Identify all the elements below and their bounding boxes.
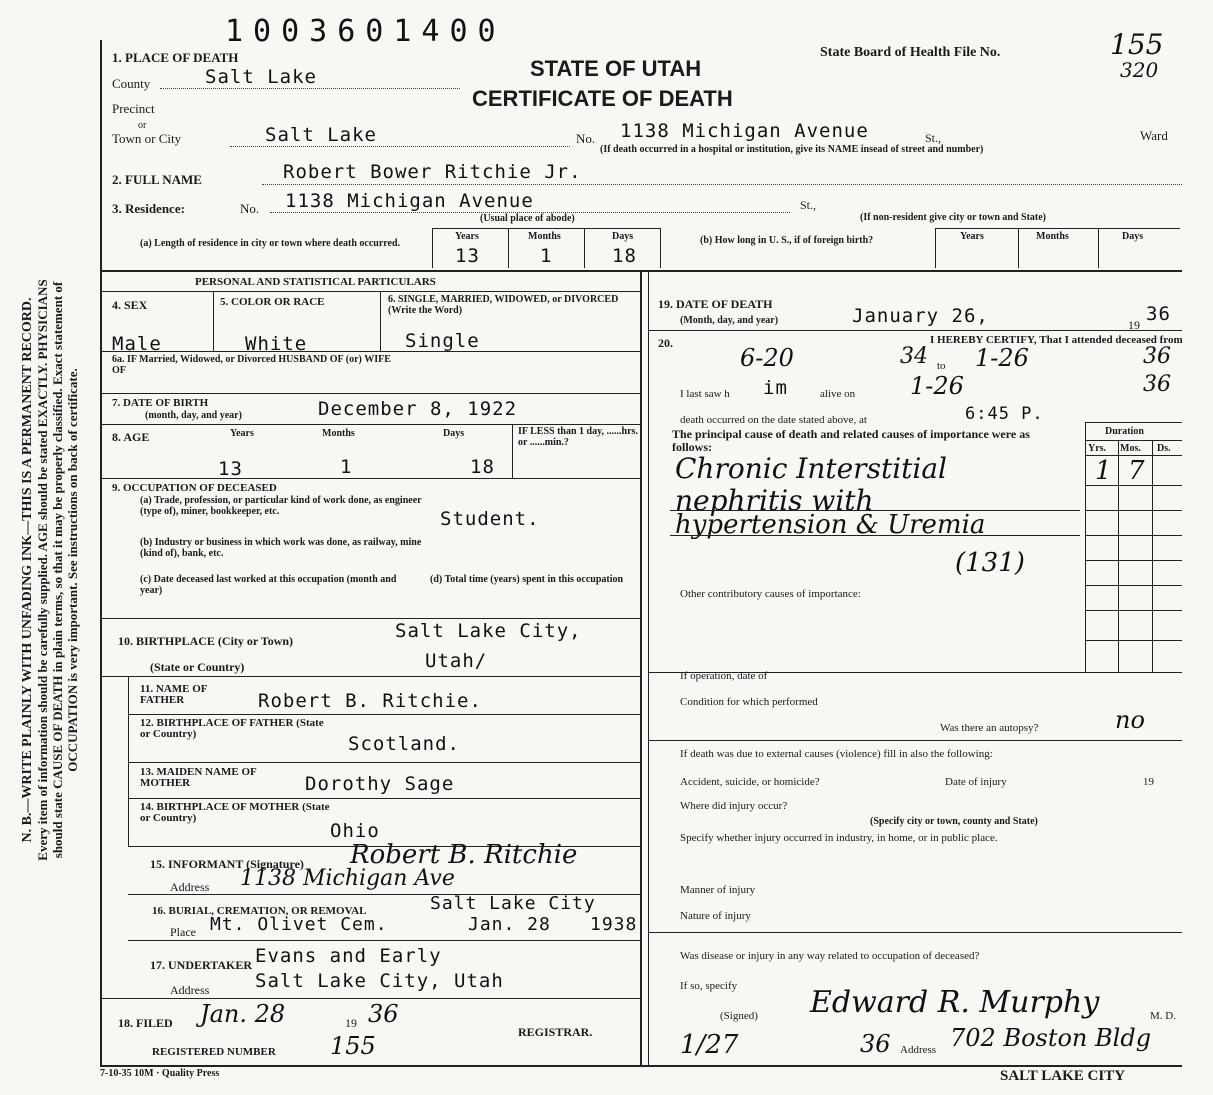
undertaker-address-label: Address (170, 983, 210, 997)
cause-line-2: nephritis with (675, 484, 874, 517)
birthplace-state: Utah/ (425, 650, 488, 672)
occurred-label: death occurred on the date stated above, at (680, 414, 867, 426)
dod-sub: (Month, day, and year) (680, 315, 779, 326)
informant-signature: Robert B. Ritchie (350, 840, 578, 870)
occupation-a-label: (a) Trade, profession, or particular kind of work done, as engineer (type of), miner, bookkeeper, etc. (140, 495, 422, 517)
town-value: Salt Lake (265, 124, 377, 146)
where-injury-label: Where did injury occur? (680, 800, 788, 812)
county-value: Salt Lake (205, 66, 317, 88)
if-so-label: If so, specify (680, 980, 738, 992)
file-no: 155 (1110, 28, 1164, 61)
operation-label: If operation, date of (680, 670, 768, 682)
color-label: 5. COLOR OR RACE (220, 296, 325, 308)
birthplace-state-label: (State or Country) (150, 660, 245, 674)
saw-value: im (763, 377, 788, 399)
father-label: 11. NAME OF FATHER (140, 683, 208, 706)
side-note-line1: N. B.—WRITE PLAINLY WITH UNFADING INK—THIS IS A PERMANENT RECORD. (20, 297, 35, 843)
place-heading: 1. PLACE OF DEATH (112, 50, 239, 65)
residence-a-label: (a) Length of residence in city or town where death occurred. (140, 238, 401, 249)
precinct-label: Precinct (112, 101, 155, 116)
age-days-header: Days (443, 428, 465, 439)
side-note-line4: OCCUPATION is very important. See instructions on back of certificate. (65, 368, 80, 772)
alive-year: 36 (1143, 372, 1171, 397)
mother-value: Dorothy Sage (305, 773, 455, 795)
attended-to: 1-26 (975, 344, 1029, 372)
cause-code: (131) (955, 548, 1025, 578)
usual-abode: (Usual place of abode) (480, 213, 575, 224)
days-header: Days (612, 231, 634, 242)
registered-number-label: REGISTERED NUMBER (152, 1046, 276, 1058)
b-days-header: Days (1122, 231, 1144, 242)
months-header: Months (528, 231, 561, 242)
specify-city-note: (Specify city or town, county and State) (870, 816, 1038, 827)
yrs-header: Yrs. (1088, 443, 1107, 454)
sign-date: 1/27 (680, 1030, 739, 1060)
undertaker-label: 17. UNDERTAKER (150, 958, 253, 972)
side-note (20, 50, 80, 1090)
accident-label: Accident, suicide, or homicide? (680, 776, 820, 788)
specify-industry-label: Specify whether injury occurred in industry, in home, or in public place. (680, 832, 998, 844)
street-value: 1138 Michigan Avenue (620, 120, 869, 142)
external-causes-label: If death was due to external causes (violence) fill in also the following: (680, 748, 993, 760)
birthplace-value: Salt Lake City, (395, 620, 582, 642)
age-label: 8. AGE (112, 430, 150, 444)
occupation-value: Student. (440, 508, 540, 530)
certify-text: I HEREBY CERTIFY, That I attended deceased from (930, 334, 1183, 346)
cause-label: The principal cause of death and related causes of importance were as follows: (672, 427, 1030, 454)
attended-from-year: 34 (900, 344, 928, 369)
injury-year-prefix: 19 (1143, 776, 1154, 788)
undertaker-value: Evans and Early (255, 945, 442, 967)
city-stamp: SALT LAKE CITY (1000, 1068, 1126, 1084)
registered-number: 155 (330, 1032, 376, 1060)
years-header: Years (455, 231, 479, 242)
cause-line-3: hypertension & Uremia (675, 510, 986, 540)
dod-year: 36 (1146, 303, 1171, 325)
burial-date: Jan. 28 (468, 914, 551, 935)
physician-address: 702 Boston Bldg (950, 1024, 1152, 1052)
certificate-title: CERTIFICATE OF DEATH (472, 86, 733, 111)
dob-value: December 8, 1922 (318, 398, 518, 420)
signed-label: (Signed) (720, 1010, 758, 1022)
mos-header: Mos. (1120, 443, 1141, 454)
if-less-label: IF LESS than 1 day, ......hrs. or ......min.? (518, 426, 638, 448)
occupation-b-label: (b) Industry or business in which work was done, as railway, mine (kind of), bank, etc. (140, 537, 422, 559)
age-months-header: Months (322, 428, 355, 439)
duration-years: 1 (1095, 456, 1112, 486)
side-note-line2: Every item of information should be carefully supplied. AGE should be stated EXACTLY. PHYSICIANS (35, 279, 50, 861)
other-causes-label: Other contributory causes of importance: (680, 588, 861, 600)
residence-value: 1138 Michigan Avenue (285, 190, 534, 212)
death-time: 6:45 P. (965, 404, 1044, 424)
father-birthplace-label: 12. BIRTHPLACE OF FATHER (State or Country) (140, 717, 324, 740)
nonres-note: (If non-resident give city or town and State) (860, 212, 1047, 223)
age-years-header: Years (230, 428, 254, 439)
attended-to-label: to (937, 360, 946, 372)
age-years: 13 (218, 458, 243, 480)
sign-year: 36 (860, 1030, 891, 1058)
autopsy-value: no (1115, 706, 1145, 734)
burial-year: 1938 (590, 914, 638, 935)
father-birthplace: Scotland. (348, 733, 460, 755)
personal-heading: PERSONAL AND STATISTICAL PARTICULARS (195, 276, 436, 288)
informant-label: 15. INFORMANT (Signature) (150, 857, 304, 871)
mother-label: 13. MAIDEN NAME OF MOTHER (140, 766, 257, 789)
md-label: M. D. (1150, 1010, 1176, 1022)
dob-label: 7. DATE OF BIRTH (112, 397, 209, 409)
res-years: 13 (455, 245, 480, 267)
res-days: 18 (612, 245, 637, 267)
filed-year: 36 (368, 1000, 399, 1028)
full-name-value: Robert Bower Ritchie Jr. (283, 161, 582, 183)
cause-line-1: Chronic Interstitial (675, 452, 948, 485)
ds-header: Ds. (1157, 443, 1171, 454)
or-label: or (138, 120, 147, 131)
duration-header: Duration (1105, 426, 1144, 437)
manner-label: Manner of injury (680, 884, 756, 896)
no-label: No. (576, 131, 596, 146)
burial-value: Salt Lake City (430, 893, 596, 914)
occupation-d-label: (d) Total time (years) spent in this occupation (430, 574, 624, 585)
filed-label: 18. FILED (118, 1016, 173, 1030)
nature-label: Nature of injury (680, 910, 751, 922)
age-months: 1 (340, 456, 353, 478)
saw-label: I last saw h (680, 388, 730, 400)
autopsy-label: Was there an autopsy? (940, 722, 1039, 734)
residence-label: 3. Residence: (112, 201, 185, 216)
cert-number: 20. (658, 336, 673, 350)
file-no-label: State Board of Health File No. (820, 45, 1001, 60)
b-years-header: Years (960, 231, 984, 242)
alive-label: alive on (820, 388, 856, 400)
occupation-label: 9. OCCUPATION OF DECEASED (112, 482, 277, 494)
serial-number: 1003601400 (225, 14, 506, 49)
birthplace-label: 10. BIRTHPLACE (City or Town) (118, 634, 294, 648)
physician-address-label: Address (900, 1044, 937, 1056)
dod-year-prefix: 19 (1128, 318, 1140, 332)
filed-year-prefix: 19 (345, 1016, 357, 1030)
color-value: White (245, 333, 308, 355)
mother-birthplace-label: 14. BIRTHPLACE OF MOTHER (State or Country) (140, 801, 330, 824)
registrar-label: REGISTRAR. (518, 1025, 593, 1039)
county-label: County (112, 76, 151, 91)
condition-label: Condition for which performed (680, 696, 818, 708)
marital-label: 6. SINGLE, MARRIED, WIDOWED, or DIVORCED (Write the Word) (388, 294, 619, 316)
informant-address: 1138 Michigan Ave (240, 866, 455, 891)
full-name-label: 2. FULL NAME (112, 172, 202, 187)
dod-value: January 26, (852, 305, 989, 327)
burial-label: 16. BURIAL, CREMATION, OR REMOVAL (152, 905, 367, 917)
side-note-line3: should state CAUSE OF DEATH in plain terms, so that it may be properly classified. Exact statement of (50, 281, 65, 859)
burial-place: Mt. Olivet Cem. (210, 914, 388, 935)
duration-months: 7 (1128, 456, 1145, 486)
undertaker-address: Salt Lake City, Utah (255, 970, 504, 992)
filed-date: Jan. 28 (200, 1000, 286, 1028)
occupation-related-label: Was disease or injury in any way related to occupation of deceased? (680, 950, 980, 962)
attended-to-year: 36 (1143, 344, 1171, 369)
residence-st: St., (800, 198, 817, 212)
sex-label: 4. SEX (112, 298, 148, 312)
dob-sub: (month, day, and year) (145, 410, 242, 421)
sex-value: Male (112, 333, 162, 355)
alive-date: 1-26 (910, 372, 964, 400)
age-days: 18 (470, 456, 495, 478)
injury-date-label: Date of injury (945, 776, 1007, 788)
b-months-header: Months (1036, 231, 1069, 242)
hospital-note: (If death occurred in a hospital or institution, give its NAME insead of street and number) (600, 144, 984, 155)
father-value: Robert B. Ritchie. (258, 690, 482, 712)
attended-from: 6-20 (740, 344, 794, 372)
physician-signature: Edward R. Murphy (810, 985, 1100, 1020)
st-label: St., (925, 131, 942, 145)
file-no-2: 320 (1120, 58, 1159, 82)
res-months: 1 (540, 245, 553, 267)
state-title: STATE OF UTAH (530, 56, 702, 81)
ward-label: Ward (1140, 128, 1168, 143)
residence-no: No. (240, 201, 260, 216)
burial-place-label: Place (170, 925, 196, 939)
residence-b-label: (b) How long in U. S., if of foreign birth? (700, 235, 874, 246)
occupation-c-label: (c) Date deceased last worked at this occupation (month and year) (140, 574, 397, 596)
dod-label: 19. DATE OF DEATH (658, 297, 773, 311)
marital-value: Single (405, 330, 480, 352)
town-label: Town or City (112, 131, 182, 146)
mother-birthplace: Ohio (330, 820, 380, 842)
spouse-label: 6a. IF Married, Widowed, or Divorced HUSBAND OF (or) WIFE OF (112, 354, 391, 376)
informant-address-label: Address (170, 880, 210, 894)
printer-note: 7-10-35 10M · Quality Press (100, 1068, 220, 1079)
